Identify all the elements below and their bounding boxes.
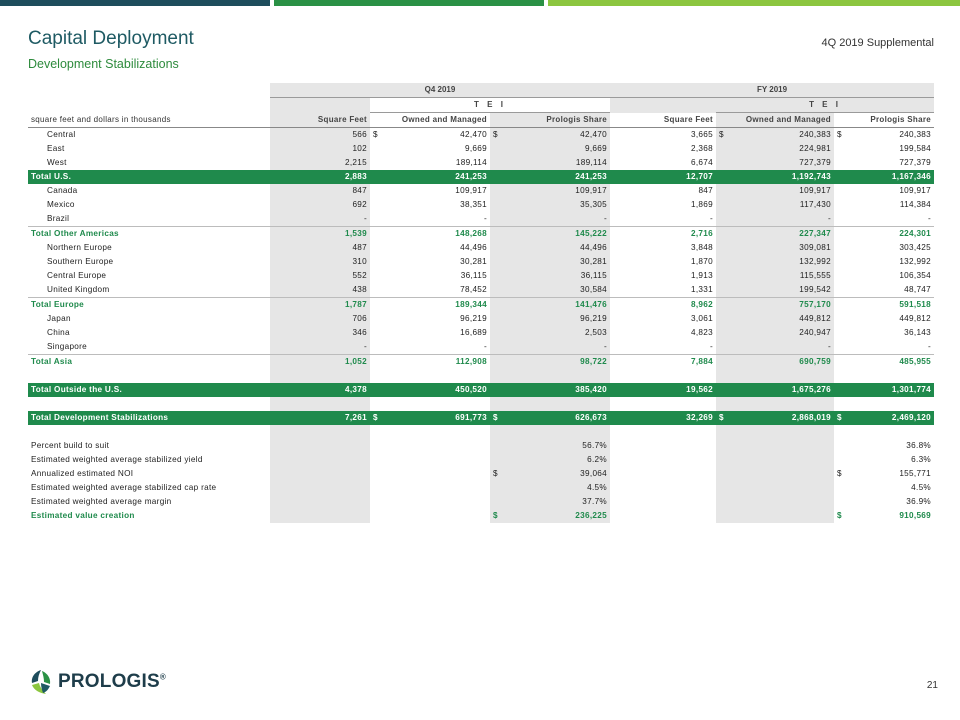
row-label: Central Europe <box>47 271 107 280</box>
row-label: Percent build to suit <box>31 441 110 450</box>
value-cell: 109,917 <box>899 186 932 195</box>
value-cell: 32,269 <box>610 411 716 425</box>
value-cell: - <box>716 340 834 355</box>
tei-label-fy: T E I <box>716 98 934 113</box>
value-cell <box>716 128 834 143</box>
value-cell: 1,331 <box>610 283 716 298</box>
logo-registered-mark: ® <box>159 672 166 682</box>
value: 42,470 <box>460 130 487 139</box>
value-cell: 1,301,774 <box>834 383 934 397</box>
row-label: Estimated weighted average stabilized cap rate <box>31 483 217 492</box>
value-cell: 757,170 <box>716 298 834 313</box>
value-cell: 148,268 <box>455 229 487 238</box>
region-row <box>28 255 934 269</box>
total-development-stabilizations-row <box>28 411 934 425</box>
value-cell: 3,061 <box>691 314 713 323</box>
dollar-sign: $ <box>373 413 378 422</box>
supplemental-label: 4Q 2019 Supplemental <box>821 37 934 49</box>
dollar-sign: $ <box>719 130 724 139</box>
metric-row <box>28 453 934 467</box>
dollar-sign: $ <box>719 413 724 422</box>
metric-row <box>28 495 934 509</box>
value-cell: 132,992 <box>716 255 834 269</box>
value-cell: 6.2% <box>490 453 610 467</box>
value-cell: 48,747 <box>834 283 934 298</box>
value-cell <box>716 411 834 425</box>
value: 910,569 <box>899 511 932 520</box>
subtotal-row <box>28 355 934 370</box>
value-cell: 3,848 <box>691 243 713 252</box>
value-cell: 4.5% <box>490 481 610 495</box>
value-cell: 78,452 <box>370 283 490 298</box>
row-label: West <box>47 158 67 167</box>
value-cell <box>834 467 934 481</box>
row-label: Japan <box>47 314 71 323</box>
value: 42,470 <box>580 130 607 139</box>
logo-text: PROLOGIS <box>58 671 160 692</box>
value-cell: - <box>490 212 610 227</box>
row-label: China <box>47 328 70 337</box>
value-cell: 240,947 <box>716 326 834 340</box>
value-cell: 1,870 <box>691 257 713 266</box>
col-prologis-share-fy: Prologis Share <box>834 113 934 128</box>
value-cell <box>490 509 610 523</box>
value-cell: 227,347 <box>716 227 834 242</box>
tei-label-q: T E I <box>370 98 610 113</box>
dollar-sign: $ <box>837 130 842 139</box>
value-cell: 690,759 <box>716 355 834 370</box>
value-cell: 241,253 <box>490 170 610 184</box>
value-cell: 16,689 <box>460 328 487 337</box>
value-cell: 727,379 <box>899 158 932 167</box>
row-label: Total Europe <box>31 300 85 309</box>
value-cell: 19,562 <box>610 383 716 397</box>
row-label: Singapore <box>28 340 270 355</box>
value-cell: 1,167,346 <box>834 170 934 184</box>
value-cell: 4.5% <box>911 483 932 492</box>
subtotal-row <box>28 227 934 242</box>
value-cell: 106,354 <box>899 271 932 280</box>
value-cell: 450,520 <box>370 383 490 397</box>
row-label: Total U.S. <box>28 170 270 184</box>
prologis-mark-icon <box>30 669 52 695</box>
group-fy-2019: FY 2019 <box>610 83 934 98</box>
value-cell: 189,114 <box>455 158 487 167</box>
value-cell: 6.3% <box>911 455 932 464</box>
region-row <box>28 312 934 326</box>
spacer-row <box>28 397 934 411</box>
value-cell: 1,052 <box>270 355 370 370</box>
value-cell: 109,917 <box>455 186 487 195</box>
value-cell: - <box>490 340 610 355</box>
value-cell: 36,115 <box>460 271 487 280</box>
row-label: Central <box>47 130 76 139</box>
metric-row <box>28 481 934 495</box>
value-cell <box>490 467 610 481</box>
value-cell: 109,917 <box>490 184 610 198</box>
value-cell: 199,542 <box>716 283 834 298</box>
value-cell: 3,665 <box>691 130 713 139</box>
value-cell: 30,281 <box>460 257 487 266</box>
row-label: Estimated value creation <box>31 511 135 520</box>
units-label: square feet and dollars in thousands <box>28 113 270 128</box>
value-cell: 1,539 <box>270 227 370 242</box>
col-owned-managed-fy: Owned and Managed <box>716 113 834 128</box>
value-cell: 44,496 <box>490 241 610 255</box>
value-cell: 109,917 <box>716 184 834 198</box>
value-cell: 44,496 <box>460 243 487 252</box>
page-subtitle: Development Stabilizations <box>28 57 179 71</box>
row-label: Annualized estimated NOI <box>31 469 134 478</box>
value-cell: 438 <box>270 283 370 298</box>
row-label: Estimated weighted average stabilized yield <box>31 455 203 464</box>
value-cell <box>490 411 610 425</box>
spacer-row <box>28 425 934 439</box>
value-cell: 30,584 <box>490 283 610 298</box>
metric-row <box>28 467 934 481</box>
row-label: Mexico <box>47 200 75 209</box>
value-cell: - <box>716 212 834 227</box>
value-cell: 8,962 <box>691 300 713 309</box>
value-cell: 591,518 <box>899 300 932 309</box>
value-cell: - <box>610 212 716 227</box>
row-label: Canada <box>47 186 78 195</box>
value-cell: 2,883 <box>270 170 370 184</box>
value-cell: 189,114 <box>490 156 610 170</box>
value-cell: 847 <box>270 184 370 198</box>
value: 691,773 <box>455 413 487 422</box>
value-cell: - <box>370 212 490 227</box>
metric-row <box>28 509 934 523</box>
region-row <box>28 269 934 283</box>
page-number: 21 <box>926 680 938 691</box>
value-cell: - <box>610 340 716 355</box>
value-cell: 36.9% <box>906 497 932 506</box>
region-row <box>28 241 934 255</box>
value: 240,383 <box>799 130 831 139</box>
region-row <box>28 142 934 156</box>
prologis-logo <box>30 669 166 695</box>
region-row <box>28 128 934 143</box>
region-row <box>28 212 934 227</box>
value-cell: 4,823 <box>691 328 713 337</box>
value-cell: 449,812 <box>716 312 834 326</box>
value-cell: 199,584 <box>899 144 932 153</box>
top-color-bar <box>0 0 960 6</box>
value-cell <box>834 509 934 523</box>
col-prologis-share-q: Prologis Share <box>490 113 610 128</box>
value-cell: 141,476 <box>490 298 610 313</box>
value-cell: 189,344 <box>455 300 487 309</box>
row-label: East <box>47 144 65 153</box>
value-cell: 7,261 <box>270 411 370 425</box>
value-cell: - <box>834 340 934 355</box>
development-stabilizations-table <box>28 83 934 523</box>
value-cell <box>834 128 934 143</box>
value-cell: 692 <box>270 198 370 212</box>
region-row <box>28 283 934 298</box>
tei-header-row <box>28 98 934 113</box>
value-cell: 1,675,276 <box>716 383 834 397</box>
value-cell: 37.7% <box>490 495 610 509</box>
value: 240,383 <box>899 130 932 139</box>
dollar-sign: $ <box>373 130 378 139</box>
region-row <box>28 156 934 170</box>
value: 39,064 <box>580 469 607 478</box>
value-cell: 1,913 <box>691 271 713 280</box>
group-header-row <box>28 83 934 98</box>
value-cell: 35,305 <box>490 198 610 212</box>
value-cell: 96,219 <box>460 314 487 323</box>
value-cell: 117,430 <box>716 198 834 212</box>
value-cell: 56.7% <box>490 439 610 453</box>
value-cell: 847 <box>698 186 713 195</box>
row-label: Estimated weighted average margin <box>31 497 172 506</box>
row-label: Total Other Americas <box>31 229 119 238</box>
page-title: Capital Deployment <box>28 28 194 49</box>
value-cell: 224,981 <box>716 142 834 156</box>
value-cell: - <box>270 340 370 355</box>
metric-row <box>28 439 934 453</box>
col-square-feet-fy: Square Feet <box>610 113 716 128</box>
value: 2,868,019 <box>791 413 831 422</box>
value-cell: 310 <box>270 255 370 269</box>
value: 2,469,120 <box>891 413 932 422</box>
value-cell: 485,955 <box>899 357 932 366</box>
value-cell: 1,869 <box>691 200 713 209</box>
region-row <box>28 340 934 355</box>
dollar-sign: $ <box>493 469 498 478</box>
row-label: Total Asia <box>31 357 73 366</box>
region-row <box>28 184 934 198</box>
col-owned-managed-q: Owned and Managed <box>370 113 490 128</box>
spacer-row <box>28 369 934 383</box>
value: 626,673 <box>575 413 607 422</box>
value-cell: 112,908 <box>455 357 487 366</box>
region-row <box>28 326 934 340</box>
value-cell: 30,281 <box>490 255 610 269</box>
value-cell: 36,115 <box>490 269 610 283</box>
total-row <box>28 170 934 184</box>
value-cell: 102 <box>270 142 370 156</box>
row-label: Total Development Stabilizations <box>28 411 270 425</box>
value-cell <box>370 128 490 143</box>
value-cell: - <box>834 212 934 227</box>
value-cell: 12,707 <box>610 170 716 184</box>
value-cell: 566 <box>270 128 370 143</box>
row-label: United Kingdom <box>28 283 270 298</box>
value-cell: 309,081 <box>716 241 834 255</box>
row-label: Brazil <box>28 212 270 227</box>
dollar-sign: $ <box>493 413 498 422</box>
value-cell: 4,378 <box>270 383 370 397</box>
subtotal-row <box>28 298 934 313</box>
value-cell: 2,215 <box>270 156 370 170</box>
value: 155,771 <box>899 469 932 478</box>
total-outside-us-row <box>28 383 934 397</box>
value-cell: 132,992 <box>899 257 932 266</box>
value-cell: 9,669 <box>465 144 487 153</box>
value-cell: 6,674 <box>691 158 713 167</box>
value-cell: - <box>370 340 490 355</box>
value-cell: 346 <box>270 326 370 340</box>
value-cell: 449,812 <box>899 314 932 323</box>
value-cell: 96,219 <box>490 312 610 326</box>
value-cell <box>370 411 490 425</box>
value-cell: 706 <box>270 312 370 326</box>
dollar-sign: $ <box>837 511 842 520</box>
value-cell: 115,555 <box>716 269 834 283</box>
value-cell: 552 <box>270 269 370 283</box>
row-label: Southern Europe <box>47 257 114 266</box>
column-header-row <box>28 113 934 128</box>
value-cell: 727,379 <box>716 156 834 170</box>
value-cell: 38,351 <box>460 200 487 209</box>
row-label: Northern Europe <box>47 243 113 252</box>
value-cell: 36,143 <box>904 328 932 337</box>
value-cell: 1,787 <box>270 298 370 313</box>
value-cell: 224,301 <box>899 229 932 238</box>
dollar-sign: $ <box>837 469 842 478</box>
group-q4-2019: Q4 2019 <box>270 83 610 98</box>
value-cell: 385,420 <box>490 383 610 397</box>
value-cell: 36.8% <box>906 441 932 450</box>
value-cell: 114,384 <box>899 200 932 209</box>
value: 236,225 <box>575 511 607 520</box>
value-cell: 487 <box>270 241 370 255</box>
col-square-feet-q: Square Feet <box>270 113 370 128</box>
value-cell: - <box>270 212 370 227</box>
value-cell <box>490 128 610 143</box>
region-row <box>28 198 934 212</box>
dollar-sign: $ <box>837 413 842 422</box>
value-cell: 145,222 <box>490 227 610 242</box>
value-cell: 2,716 <box>691 229 713 238</box>
value-cell <box>834 411 934 425</box>
value-cell: 1,192,743 <box>716 170 834 184</box>
value-cell: 241,253 <box>370 170 490 184</box>
row-label: Total Outside the U.S. <box>28 383 270 397</box>
value-cell: 9,669 <box>490 142 610 156</box>
value-cell: 98,722 <box>490 355 610 370</box>
value-cell: 7,884 <box>691 357 713 366</box>
value-cell: 2,368 <box>691 144 713 153</box>
dollar-sign: $ <box>493 511 498 520</box>
dollar-sign: $ <box>493 130 498 139</box>
value-cell: 2,503 <box>490 326 610 340</box>
value-cell: 303,425 <box>899 243 932 252</box>
